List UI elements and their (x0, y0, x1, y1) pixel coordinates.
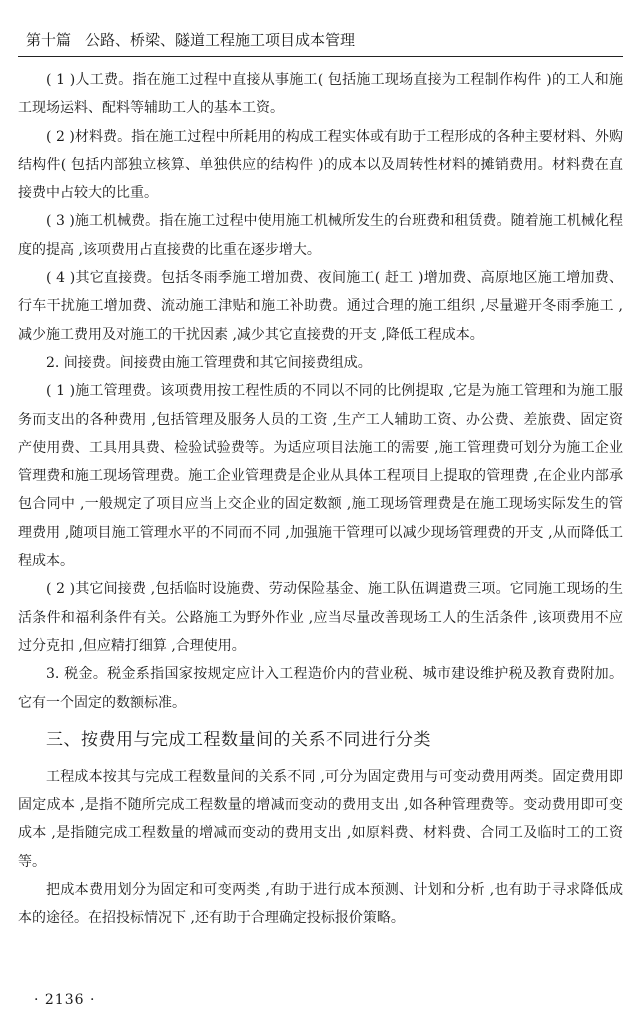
paragraph-management-fee: ( 1 )施工管理费。该项费用按工程性质的不同以不同的比例提取 ,它是为施工管理和为施工服务而支出的各种费用 ,包括管理及服务人员的工资 ,生产工人辅助工资、办公费、差旅费、固定资产使用费、工具用具费、检验试验费等。为适应项目法施工的需要 ,施工管理费可划分为施工企业管理费和施工现场管理费。施工企业管理费是企业从具体工程项目上提取的管理费 ,在企业内部承包合同中 ,一般规定了项目应当上交企业的固定数额 ,施工现场管理费是在施工现场实际发生的管理费用 ,随项目施工管理水平的不同而不同 ,加强施干管理可以减少现场管理费的开支 ,从而降低工程成本。 (18, 383, 623, 570)
paragraph-indirect-cost: 2. 间接费。间接费由施工管理费和其它间接费组成。 (46, 354, 372, 371)
chapter-title: 公路、桥梁、隧道工程施工项目成本管理 (85, 31, 356, 49)
paragraph-cost-division: 把成本费用划分为固定和可变两类 ,有助于进行成本预测、计划和分析 ,也有助于寻求降低成本的途径。在招投标情况下 ,还有助于合理确定投标报价策略。 (18, 882, 623, 927)
header-rule (18, 56, 623, 57)
body-text (18, 66, 623, 933)
part-label: 第十篇 (26, 31, 72, 49)
paragraph-material-cost: ( 2 )材料费。指在施工过程中所耗用的构成工程实体或有助于工程形成的各种主要材料、外购结构件( 包括内部独立核算、单独供应的结构件 )的成本以及周转性材料的摊销费用。材料费在直接费中占较大的比重。 (18, 128, 623, 202)
paragraph-tax: 3. 税金。税金系指国家按规定应计入工程造价内的营业税、城市建设维护税及教育费附加。它有一个固定的数额标准。 (18, 666, 623, 711)
running-header (26, 30, 355, 50)
paragraph-machinery-cost: ( 3 )施工机械费。指在施工过程中使用施工机械所发生的台班费和租赁费。随着施工机械化程度的提高 ,该项费用占直接费的比重在逐步增大。 (18, 213, 623, 258)
paragraph-labor-cost: ( 1 )人工费。指在施工过程中直接从事施工( 包括施工现场直接为工程制作构件 )的工人和施工现场运料、配料等辅助工人的基本工资。 (18, 72, 623, 117)
paragraph-other-direct-cost: ( 4 )其它直接费。包括冬雨季施工增加费、夜间施工( 赶工 )增加费、高原地区施工增加费、行车干扰施工增加费、流动施工津贴和施工补助费。通过合理的施工组织 ,尽量避开冬雨季施工 ,减少施工费用及对施工的干扰因素 ,减少其它直接费的开支 ,降低工程成本。 (18, 270, 623, 343)
paragraph-other-indirect-cost: ( 2 )其它间接费 ,包括临时设施费、劳动保险基金、施工队伍调遣费三项。它同施工现场的生活条件和福利条件有关。公路施工为野外作业 ,应当尽量改善现场工人的生活条件 ,该项费用不应过分克扣 ,但应精打细算 ,合理使用。 (18, 581, 623, 654)
page-number: · 2136 · (34, 992, 96, 1008)
section-heading: 三、按费用与完成工程数量间的关系不同进行分类 (46, 729, 431, 750)
paragraph-fixed-variable: 工程成本按其与完成工程数量间的关系不同 ,可分为固定费用与可变动费用两类。固定费用即固定成本 ,是指不随所完成工程数量的增减而变动的费用支出 ,如各种管理费等。变动费用即可变成本 ,是指随完成工程数量的增减而变动的费用支出 ,如原料费、材料费、合同工及临时工的工资等。 (18, 768, 623, 870)
